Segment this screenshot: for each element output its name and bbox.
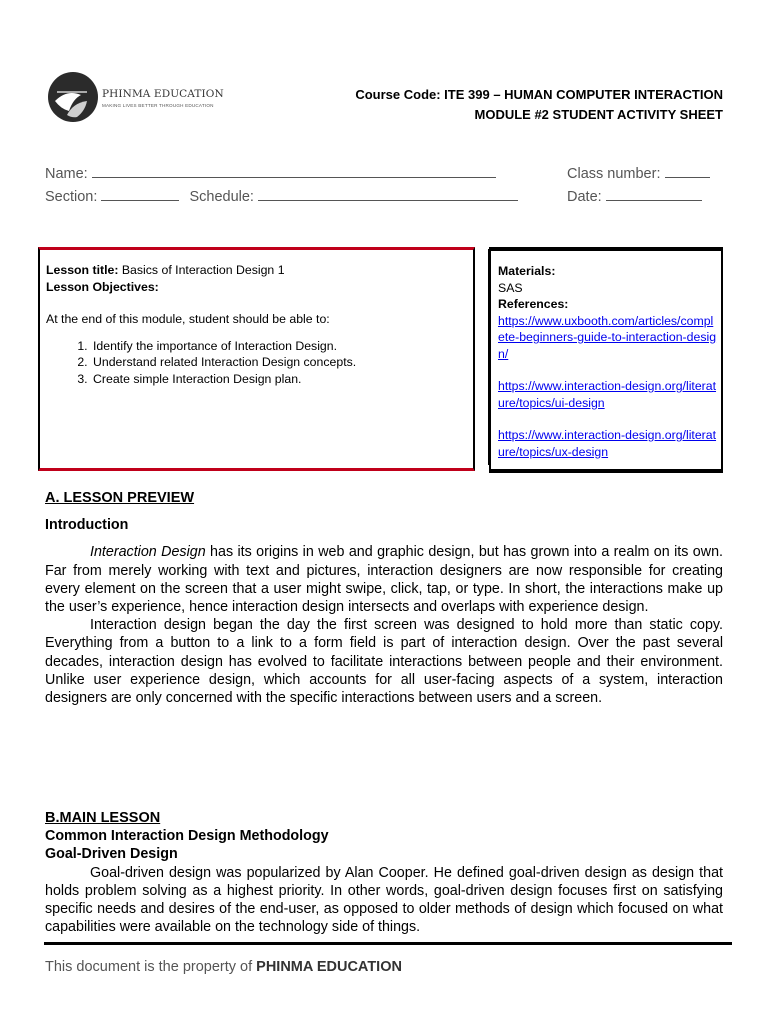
lesson-title-label: Lesson title: xyxy=(46,263,119,277)
objectives-list xyxy=(46,338,466,388)
schedule-field[interactable] xyxy=(258,186,518,201)
lesson-box xyxy=(38,247,475,471)
course-header xyxy=(355,85,723,125)
methodology-heading: Common Interaction Design Methodology xyxy=(45,828,329,845)
references-label: References: xyxy=(498,297,569,311)
reference-link[interactable]: https://www.interaction-design.org/literature/topics/ux-design xyxy=(498,428,717,459)
paragraph-text: has its origins in web and graphic design, but has grown into a realm on its own. Far from merely working with text and pictures, interaction designers are now responsible for creating every element on the screen that a user might swipe, click, tap, or type. In short, the interactions make up the user’s experience, hence interaction design intersects and overlaps with experience design. xyxy=(45,544,723,616)
phinma-globe-icon xyxy=(47,71,99,123)
materials-value: SAS xyxy=(498,280,523,295)
objective-item: 3. Create simple Interaction Design plan. xyxy=(91,371,466,388)
class-number-field[interactable] xyxy=(665,163,710,178)
schedule-label: Schedule: xyxy=(189,189,254,205)
name-row xyxy=(45,163,496,182)
goal-driven-heading: Goal-Driven Design xyxy=(45,846,178,863)
footer-divider xyxy=(44,942,732,945)
name-label: Name: xyxy=(45,166,88,182)
class-number-label: Class number: xyxy=(567,166,661,182)
reference-link[interactable]: https://www.interaction-design.org/literature/topics/ui-design xyxy=(498,379,717,410)
footer-prefix: This document is the property of xyxy=(45,959,257,975)
goal-driven-paragraph: Goal-driven design was popularized by Alan Cooper. He defined goal-driven design as design that holds problem solving as a highest priority. In other words, goal-driven design focuses first on satisfying specific needs and desires of the end-user, as opposed to older methods of design which focused on what capabilities were available on the technology side of things. xyxy=(45,864,723,936)
date-label: Date: xyxy=(567,189,602,205)
materials-label: Materials: xyxy=(498,264,556,278)
objective-item: 2. Understand related Interaction Design concepts. xyxy=(91,354,466,371)
materials-box xyxy=(489,247,723,473)
footer xyxy=(45,959,402,975)
date-row xyxy=(567,186,702,205)
main-lesson-section xyxy=(45,809,723,936)
section-a-heading: A. LESSON PREVIEW xyxy=(45,490,195,506)
reference-link[interactable]: https://www.uxbooth.com/articles/complete-beginners-guide-to-interaction-design/ xyxy=(498,313,717,361)
section-row xyxy=(45,186,518,205)
intro-paragraph-1 xyxy=(45,543,723,616)
section-field[interactable] xyxy=(101,186,179,201)
lesson-title-value: Basics of Interaction Design 1 xyxy=(118,263,285,277)
interaction-design-term: Interaction Design xyxy=(90,544,206,561)
lesson-objectives-label: Lesson Objectives: xyxy=(46,279,159,294)
module-title: MODULE #2 STUDENT ACTIVITY SHEET xyxy=(474,107,723,122)
intro-paragraph-2: Interaction design began the day the first screen was designed to hold more than static copy. Everything from a button to a link to a form field is part of interaction design. Over the past several decades, interaction design has evolved to facilitate interactions between people and their environment. Unlike user experience design, which accounts for all user-facing aspects of a system, interaction designers are only concerned with the specific interactions between users and a screen. xyxy=(45,617,723,707)
lesson-title xyxy=(46,262,466,279)
logo-tagline: MAKING LIVES BETTER THROUGH EDUCATION xyxy=(102,103,214,108)
logo-name: PHINMA EDUCATION xyxy=(102,88,224,100)
date-field[interactable] xyxy=(606,186,702,201)
introduction-heading: Introduction xyxy=(45,517,129,534)
footer-owner: PHINMA EDUCATION xyxy=(256,959,402,975)
lesson-preview-section xyxy=(45,489,723,707)
section-b-heading: B.MAIN LESSON xyxy=(45,810,161,826)
name-field[interactable] xyxy=(92,163,496,178)
class-number-row xyxy=(567,163,710,182)
box-divider xyxy=(474,249,489,465)
objective-item: 1. Identify the importance of Interaction Design. xyxy=(91,338,466,355)
phinma-logo xyxy=(47,69,224,125)
section-label: Section: xyxy=(45,189,98,205)
course-code: Course Code: ITE 399 – HUMAN COMPUTER INTERACTION xyxy=(355,87,723,102)
objectives-intro: At the end of this module, student should be able to: xyxy=(46,312,330,326)
